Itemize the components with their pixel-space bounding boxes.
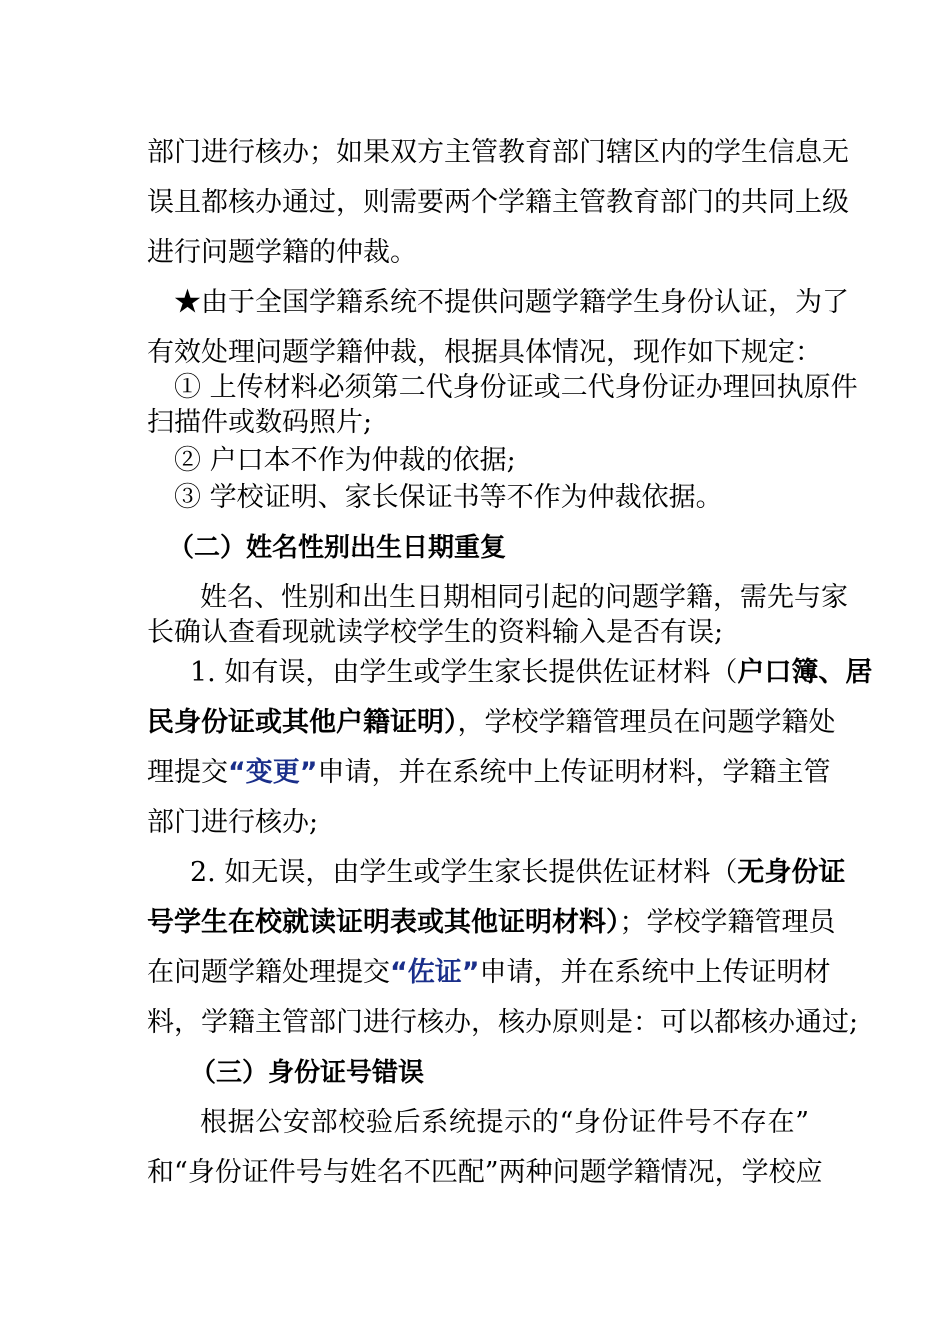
list-item-line: [147, 706, 836, 740]
bold-text: 民身份证或其他户籍证明）: [147, 707, 458, 738]
text-run: 申请，并在系统中上传证明材料，学籍主管: [317, 757, 831, 788]
text-run: ；学校学籍管理员: [619, 907, 836, 938]
paragraph-line: 根据公安部校验后系统提示的“身份证件号不存在”: [200, 1107, 809, 1138]
paragraph-line: 姓名、性别和出生日期相同引起的问题学籍，需先与家: [200, 582, 848, 613]
rule-item: 扫描件或数码照片;: [147, 407, 373, 438]
bold-text: 户口簿、居: [737, 657, 873, 688]
list-item-line: [147, 906, 836, 940]
text-run: 理提交: [147, 757, 228, 788]
highlight-text: “变更”: [228, 757, 318, 788]
text-run: 1. 如有误，由学生或学生家长提供佐证材料（: [190, 657, 738, 688]
list-item-line: [147, 956, 831, 990]
text-run: 申请，并在系统中上传证明材: [479, 957, 831, 988]
list-item-line: [190, 656, 873, 690]
list-item-line: 料，学籍主管部门进行核办，核办原则是：可以都核办通过;: [147, 1007, 859, 1038]
list-item-line: 部门进行核办;: [147, 807, 319, 838]
paragraph-line: ★由于全国学籍系统不提供问题学籍学生身份认证，为了: [174, 287, 849, 318]
paragraph-line: 长确认查看现就读学校学生的资料输入是否有误;: [147, 617, 724, 648]
rule-item: ③ 学校证明、家长保证书等不作为仲裁依据。: [174, 482, 723, 513]
list-item-line: [190, 856, 846, 890]
paragraph-line: 部门进行核办；如果双方主管教育部门辖区内的学生信息无: [147, 137, 849, 168]
text-run: 在问题学籍处理提交: [147, 957, 390, 988]
paragraph-line: 误且都核办通过，则需要两个学籍主管教育部门的共同上级: [147, 187, 849, 218]
text-run: ，学校学籍管理员在问题学籍处: [457, 707, 836, 738]
section-heading: （二）姓名性别出生日期重复: [168, 533, 507, 563]
paragraph-line: 和“身份证件号与姓名不匹配”两种问题学籍情况，学校应: [147, 1157, 823, 1188]
highlight-text: “佐证”: [390, 957, 480, 988]
rule-item: ① 上传材料必须第二代身份证或二代身份证办理回执原件: [174, 372, 858, 403]
section-heading: （三）身份证号错误: [190, 1058, 425, 1088]
text-run: 2. 如无误，由学生或学生家长提供佐证材料（: [190, 857, 738, 888]
bold-text: 号学生在校就读证明表或其他证明材料）: [147, 907, 620, 938]
paragraph-line: 有效处理问题学籍仲裁，根据具体情况，现作如下规定：: [147, 337, 822, 368]
paragraph-line: 进行问题学籍的仲裁。: [147, 237, 417, 268]
list-item-line: [147, 756, 831, 790]
bold-text: 无身份证: [737, 857, 846, 888]
rule-item: ② 户口本不作为仲裁的依据;: [174, 445, 516, 476]
